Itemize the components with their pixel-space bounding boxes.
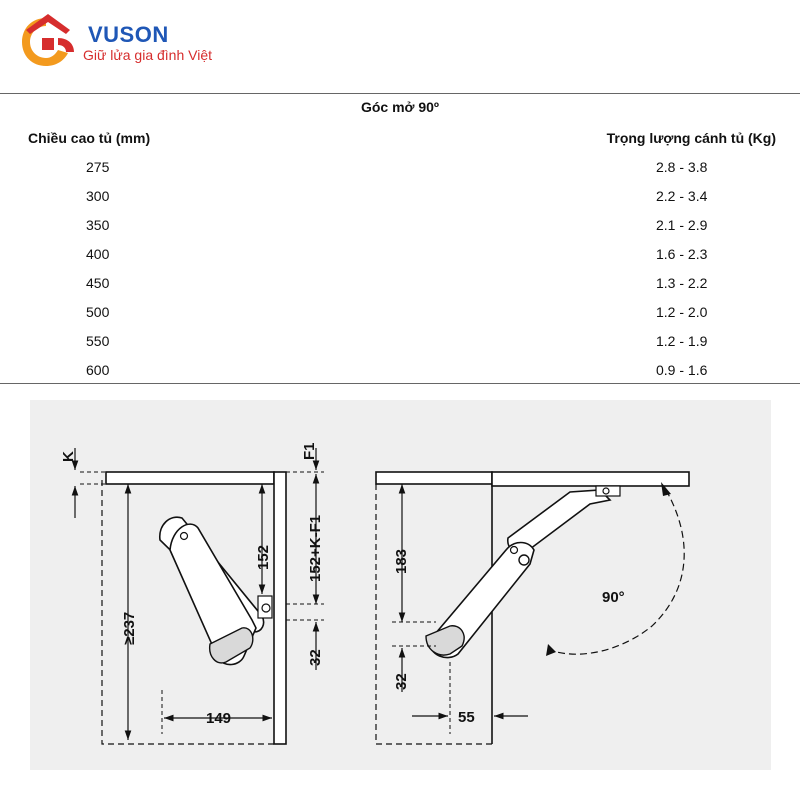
cell-weight: 2.2 - 3.4	[656, 188, 708, 204]
cell-weight: 0.9 - 1.6	[656, 362, 708, 378]
dim-55: 55	[458, 709, 475, 726]
left-view	[60, 442, 324, 744]
cell-height: 550	[86, 333, 110, 349]
dim-height-min: ≥237	[121, 611, 138, 645]
drawing-svg	[30, 400, 771, 770]
cabinet-top-panel-right	[376, 472, 492, 484]
cell-height: 300	[86, 188, 110, 204]
cell-weight: 1.2 - 2.0	[656, 304, 708, 320]
cell-weight: 1.6 - 2.3	[656, 246, 708, 262]
dim-152kf1: 152+K-F1	[307, 514, 324, 582]
table-row	[0, 188, 800, 212]
table-row	[0, 333, 800, 357]
cell-weight: 2.1 - 2.9	[656, 217, 708, 233]
table-top-rule	[0, 93, 800, 94]
dim-32-right: 32	[393, 673, 410, 690]
cell-height: 350	[86, 217, 110, 233]
brand-tagline: Giữ lửa gia đình Việt	[83, 47, 213, 63]
table-row	[0, 159, 800, 183]
lift-arm-closed	[160, 517, 272, 664]
dim-angle: 90°	[602, 589, 625, 606]
table-title: Góc mở 90º	[360, 99, 440, 115]
cell-weight: 2.8 - 3.8	[656, 159, 708, 175]
cell-height: 500	[86, 304, 110, 320]
door-open	[492, 472, 689, 486]
door-closed	[274, 472, 286, 744]
cell-height: 450	[86, 275, 110, 291]
table-row	[0, 217, 800, 241]
dim-k: K	[60, 451, 77, 462]
installation-drawing	[30, 400, 771, 770]
table-row	[0, 304, 800, 328]
dim-32-left: 32	[307, 649, 324, 666]
dim-149: 149	[206, 710, 232, 727]
table-row	[0, 246, 800, 270]
right-view	[376, 472, 689, 744]
column-header-weight: Trọng lượng cánh tủ (Kg)	[606, 130, 776, 146]
cell-weight: 1.3 - 2.2	[656, 275, 708, 291]
dim-152: 152	[255, 544, 272, 570]
cell-height: 275	[86, 159, 110, 175]
dim-f1: F1	[301, 442, 318, 460]
table-bottom-rule	[0, 383, 800, 384]
table-row	[0, 275, 800, 299]
cell-height: 600	[86, 362, 110, 378]
cell-weight: 1.2 - 1.9	[656, 333, 708, 349]
dim-183: 183	[393, 548, 410, 574]
cabinet-top-panel	[106, 472, 274, 484]
brand-logo	[18, 12, 318, 72]
brand-name: VUSON	[88, 22, 169, 47]
cell-height: 400	[86, 246, 110, 262]
column-header-height: Chiều cao tủ (mm)	[28, 130, 151, 146]
logo-mark-icon	[18, 12, 80, 72]
lift-arm-open	[426, 486, 620, 658]
